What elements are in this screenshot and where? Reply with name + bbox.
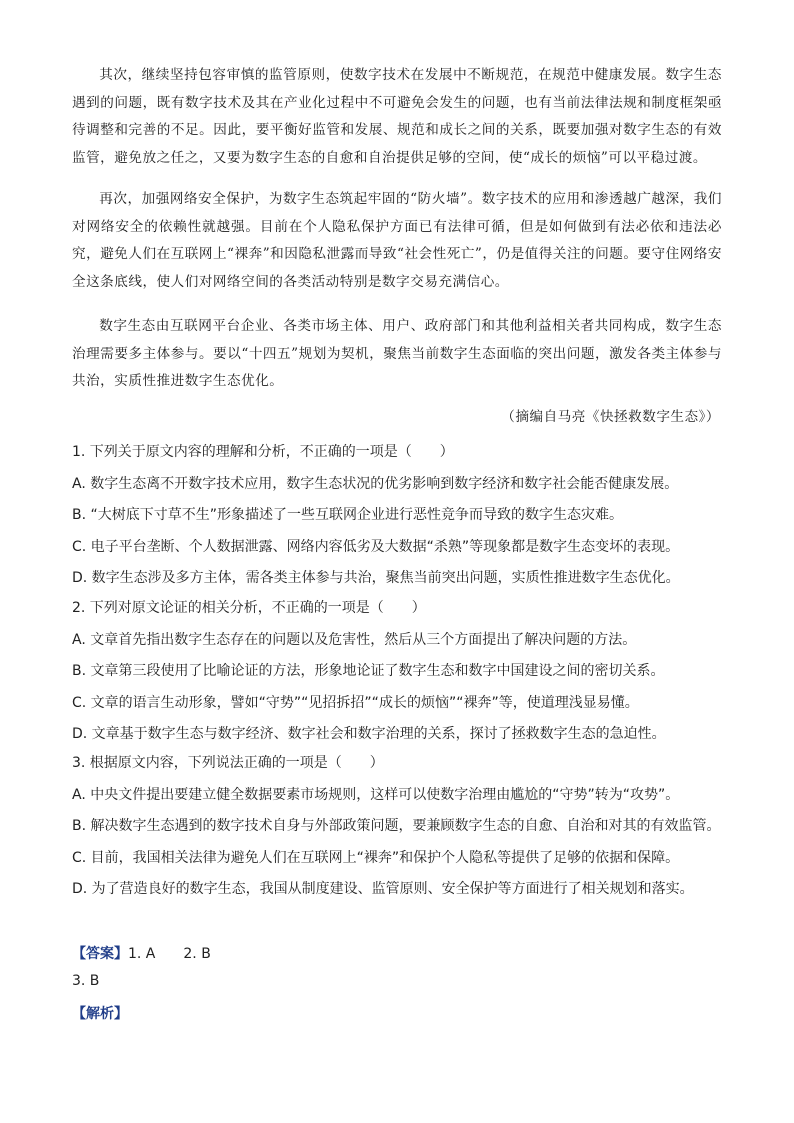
paragraph-text: 数字生态由互联网平台企业、各类市场主体、用户、政府部门和其他利益相关者共同构成，数字生态治理需要多主体参与。要以“十四五”规划为契机，聚焦当前数字生态面临的突出问题，激发各类主体参与共治，实质性推进数字生态优化。: [72, 318, 722, 389]
question-stem: 1. 下列关于原文内容的理解和分析，不正确的一项是（ ）: [72, 444, 454, 460]
option-a: A. 文章首先指出数字生态存在的问题以及危害性，然后从三个方面提出了解决问题的方法。: [72, 631, 637, 648]
question-2: [72, 593, 724, 751]
passage-paragraph-1: [72, 62, 722, 172]
option-b: B. 解决数字生态遇到的数字技术自身与外部政策问题，要兼顾数字生态的自愈、自治和对其的有效监管。: [72, 818, 721, 834]
answer-line-1: [72, 943, 211, 963]
option-c: C. 目前，我国相关法律为避免人们在互联网上“裸奔”和保护个人隐私等提供了足够的依据和保障。: [72, 849, 680, 866]
question-stem: 2. 下列对原文论证的相关分析，不正确的一项是（ ）: [72, 600, 426, 616]
passage-paragraph-3: [72, 313, 722, 396]
option-b: B. “大树底下寸草不生”形象描述了一些互联网企业进行恶性竞争而导致的数字生态灾难。: [72, 507, 624, 523]
option-d: D. 文章基于数字生态与数字经济、数字社会和数字治理的关系，探讨了拯救数字生态的急迫性。: [72, 726, 666, 742]
option-a: A. 中央文件提出要建立健全数据要素市场规则，这样可以使数字治理由尴尬的“守势”转为“攻势”。: [72, 786, 680, 803]
answer-values: 1. A 2. B: [128, 946, 211, 962]
paragraph-text: 再次，加强网络安全保护，为数字生态筑起牢固的“防火墙”。数字技术的应用和渗透越广越深，我们对网络安全的依赖性就越强。目前在个人隐私保护方面已有法律可循，但是如何做到有法必依和违法必究，避免人们在互联网上“裸奔”和因隐私泄露而导致“社会性死亡”，仍是值得关注的问题。要守住网络安全这条底线，使人们对网络空间的各类活动特别是数字交易充满信心。: [72, 191, 722, 290]
option-a: A. 数字生态离不开数字技术应用，数字生态状况的优劣影响到数字经济和数字社会能否健康发展。: [72, 475, 679, 492]
passage-paragraph-2: [72, 186, 722, 296]
question-1: [72, 437, 724, 595]
option-c: C. 电子平台垄断、个人数据泄露、网络内容低劣及大数据“杀熟”等现象都是数字生态变坏的表现。: [72, 538, 680, 555]
answer-tag: 【答案】: [72, 946, 128, 962]
question-3: [72, 748, 724, 906]
answer-line-2: 3. B: [72, 973, 100, 989]
passage-source: （摘编自马亮《快拯救数字生态》）: [501, 409, 720, 425]
option-c: C. 文章的语言生动形象，譬如“守势”“见招拆招”“成长的烦恼”“裸奔”等，使道理浅显易懂。: [72, 694, 639, 711]
option-b: B. 文章第三段使用了比喻论证的方法，形象地论证了数字生态和数字中国建设之间的密切关系。: [72, 663, 665, 679]
option-d: D. 数字生态涉及多方主体，需各类主体参与共治，聚焦当前突出问题，实质性推进数字生态优化。: [72, 570, 680, 586]
analysis-tag: 【解析】: [72, 1006, 128, 1022]
question-stem: 3. 根据原文内容，下列说法正确的一项是（ ）: [72, 755, 384, 771]
option-d: D. 为了营造良好的数字生态，我国从制度建设、监管原则、安全保护等方面进行了相关规划和落实。: [72, 881, 694, 897]
analysis-heading: [72, 1003, 128, 1023]
paragraph-text: 其次，继续坚持包容审慎的监管原则，使数字技术在发展中不断规范，在规范中健康发展。数字生态遇到的问题，既有数字技术及其在产业化过程中不可避免会发生的问题，也有当前法律法规和制度框架亟待调整和完善的不足。因此，要平衡好监管和发展、规范和成长之间的关系，既要加强对数字生态的有效监管，避免放之任之，又要为数字生态的自愈和自治提供足够的空间，使“成长的烦恼”可以平稳过渡。: [72, 67, 722, 166]
